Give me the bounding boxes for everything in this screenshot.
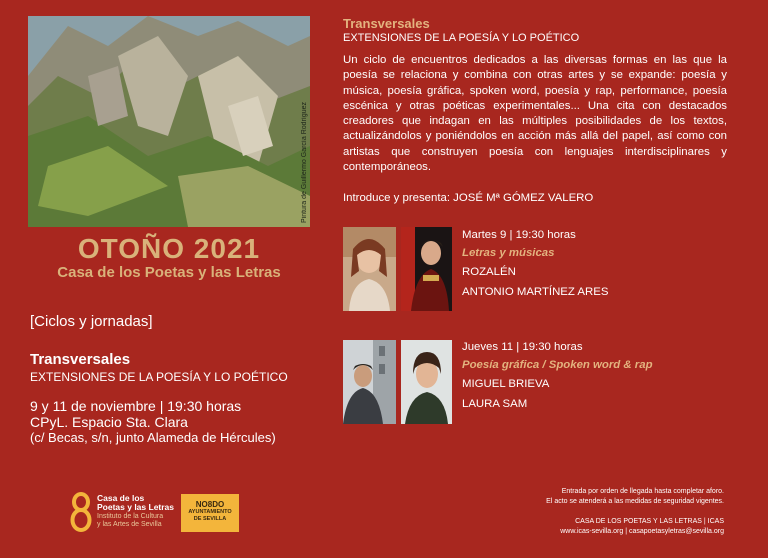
event-place: CPyL. Espacio Sta. Clara bbox=[30, 414, 188, 430]
icas-institute-line2: y las Artes de Sevilla bbox=[97, 521, 162, 528]
icas-institute-line1: Instituto de la Cultura bbox=[97, 513, 164, 520]
painting-credit: Pintura de Guillermo García Rodríguez bbox=[301, 102, 308, 223]
ayuntamiento-logo bbox=[181, 494, 239, 532]
event1-date: Martes 9 | 19:30 horas bbox=[462, 229, 576, 241]
event1-name-2: ANTONIO MARTÍNEZ ARES bbox=[462, 286, 609, 298]
note-organizer: CASA DE LOS POETAS Y LAS LETRAS | ICAS bbox=[575, 518, 724, 525]
photo-rozalen bbox=[343, 227, 396, 311]
event2-kind: Poesía gráfica / Spoken word & rap bbox=[462, 359, 653, 371]
ayto-no8do: NO8DO bbox=[195, 500, 225, 509]
event-address: (c/ Becas, s/n, junto Alameda de Hércules) bbox=[30, 430, 276, 445]
photo-miguel-brieva bbox=[343, 340, 396, 424]
event1-name-1: ROZALÉN bbox=[462, 266, 516, 278]
house-name: Casa de los Poetas y las Letras bbox=[57, 264, 281, 281]
description-text: Un ciclo de encuentros dedicados a las diversas formas en las que la poesía se relaciona y combina con otras artes y se expande: poesía y música, poesía gráfica, spoken word, poesía y rap, performance, poesía escénica y otras poéticas experimentales... Una cita con destacados creadores que indagan en las múltiples posibilidades de los textos, actualizándolos y poniéndolos en acción más allá del papel, así como con artistas que construyen poesía con lenguajes interdisciplinares y contemporáneos. bbox=[343, 54, 727, 174]
event1-kind: Letras y músicas bbox=[462, 247, 555, 259]
event2-name-1: MIGUEL BRIEVA bbox=[462, 378, 550, 390]
right-title: Transversales bbox=[343, 16, 430, 31]
event2-name-2: LAURA SAM bbox=[462, 398, 528, 410]
season-title: OTOÑO 2021 bbox=[77, 233, 261, 264]
note-contact: www.icas-sevilla.org | casapoetasyletras@sevilla.org bbox=[560, 528, 724, 535]
icas-name bbox=[97, 494, 174, 512]
icas-institute bbox=[97, 513, 163, 529]
ayto-line1: AYUNTAMIENTO bbox=[188, 509, 232, 515]
icas-logo-icon bbox=[70, 491, 92, 538]
left-title: Transversales bbox=[30, 351, 131, 368]
landscape-painting bbox=[28, 16, 310, 227]
icas-name-line1: Casa de los bbox=[97, 493, 145, 503]
left-subtitle: EXTENSIONES DE LA POESÍA Y LO POÉTICO bbox=[30, 370, 288, 384]
photo-laura-sam bbox=[401, 340, 452, 424]
event-dates: 9 y 11 de noviembre | 19:30 horas bbox=[30, 398, 242, 414]
photo-antonio-martinez-ares bbox=[401, 227, 452, 311]
note-safety: El acto se atenderá a las medidas de seguridad vigentes. bbox=[546, 498, 724, 505]
intro-presenter: Introduce y presenta: JOSÉ Mª GÓMEZ VALERO bbox=[343, 192, 594, 204]
icas-name-line2: Poetas y las Letras bbox=[97, 502, 175, 512]
right-subtitle: EXTENSIONES DE LA POESÍA Y LO POÉTICO bbox=[343, 32, 580, 44]
cycle-label: [Ciclos y jornadas] bbox=[30, 313, 153, 330]
note-entry: Entrada por orden de llegada hasta completar aforo. bbox=[561, 488, 724, 495]
ayto-line2: DE SEVILLA bbox=[193, 515, 227, 522]
event2-date: Jueves 11 | 19:30 horas bbox=[462, 341, 583, 353]
